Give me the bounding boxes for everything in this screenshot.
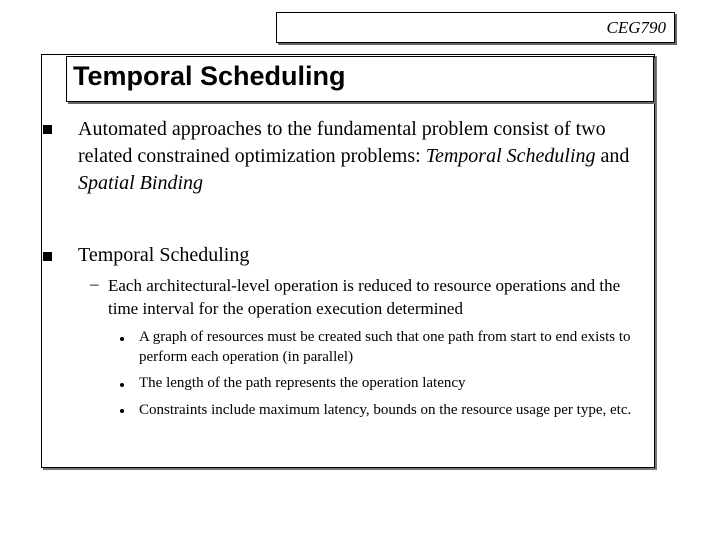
course-header-box — [276, 12, 675, 43]
bullet-2-text: Temporal Scheduling — [78, 244, 250, 266]
sub-item-2-text: The length of the path represents the operation latency — [139, 375, 466, 391]
dot-bullet-icon — [120, 409, 124, 413]
slide-title-box — [66, 56, 654, 102]
sub-bullet-text: Each architectural-level operation is reduced to resource operations and the time interval for the operation execution determined — [108, 276, 621, 318]
dot-bullet-icon — [120, 383, 124, 387]
bullet-1-prefix: Automated approaches to the fundamental problem consist of two related constrained optimization problems: — [78, 118, 606, 167]
bullet-1-emphasis-spatial: Spatial Binding — [78, 172, 203, 194]
course-code: CEG790 — [606, 18, 666, 37]
sub-item-1-text: A graph of resources must be created such that one path from start to end exists to perform each operation (in parallel) — [139, 329, 631, 365]
square-bullet-icon — [43, 252, 52, 261]
bullet-1-connector: and — [595, 145, 630, 167]
dash-bullet-icon: – — [90, 274, 99, 293]
square-bullet-icon — [43, 125, 52, 134]
sub-item-3-text: Constraints include maximum latency, bounds on the resource usage per type, etc. — [139, 402, 632, 418]
bullet-1-text — [78, 116, 658, 197]
dot-bullet-icon — [120, 337, 124, 341]
bullet-1-emphasis-temporal: Temporal Scheduling — [425, 145, 596, 167]
slide-title: Temporal Scheduling — [73, 61, 346, 91]
